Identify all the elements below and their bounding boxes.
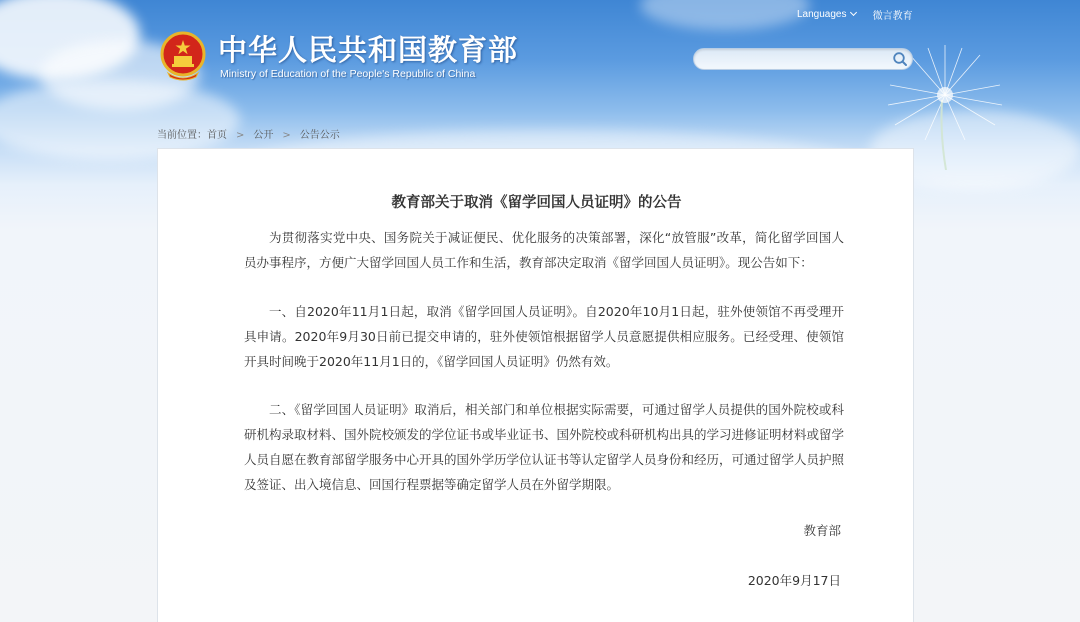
cloud-decoration <box>640 0 810 30</box>
site-title[interactable]: 中华人民共和国教育部 <box>218 33 519 67</box>
article-paragraph-intro: 为贯彻落实党中央、国务院关于减证便民、优化服务的决策部署，深化“放管服”改革，简化留学回国人员办事程序，方便广大留学回国人员工作和生活，教育部决定取消《留学回国人员证明》。现公告如下： <box>244 230 844 270</box>
search-box <box>693 48 913 70</box>
search-icon[interactable] <box>892 51 908 67</box>
languages-menu[interactable] <box>797 9 856 20</box>
breadcrumb <box>157 126 340 141</box>
top-links <box>797 7 913 22</box>
article-paragraph-one: 一、自2020年11月1日起，取消《留学回国人员证明》。自2020年10月1日起，驻外使领馆不再受理开具申请。2020年9月30日前已提交申请的，驻外使领馆根据留学人员意愿提供相应服务。已经受理、使领馆开具时间晚于2020年11月1日的，《留学回国人员证明》仍然有效。 <box>244 304 844 369</box>
chevron-down-icon <box>849 9 856 16</box>
article-panel <box>157 148 914 622</box>
breadcrumb-announcements[interactable]: 公告公示 <box>299 130 340 141</box>
breadcrumb-public[interactable]: 公开 <box>253 130 274 141</box>
breadcrumb-home[interactable]: 首页 <box>207 130 227 141</box>
search-input[interactable] <box>704 51 884 67</box>
breadcrumb-separator: > <box>236 130 245 141</box>
wechat-link[interactable]: 微言教育 <box>872 11 913 22</box>
article-date: 2020年9月17日 <box>747 573 841 588</box>
article-paragraph-two: 二、《留学回国人员证明》取消后，相关部门和单位根据实际需要，可通过留学人员提供的国外院校或科研机构录取材料、国外院校颁发的学位证书或毕业证书、国外院校或科研机构出具的学习进修证明材料或留学人员自愿在教育部留学服务中心开具的国外学历学位认证书等认定留学人员身份和经历，可通过留学人员护照及签证、出入境信息、回国行程票据等确定留学人员在外留学期限。 <box>244 402 845 492</box>
national-emblem-icon <box>160 31 206 81</box>
article-title: 教育部关于取消《留学回国人员证明》的公告 <box>391 195 682 211</box>
site-subtitle: Ministry of Education of the People's Republic of China <box>220 68 476 80</box>
breadcrumb-separator: > <box>282 130 291 141</box>
article-signature: 教育部 <box>803 523 841 538</box>
breadcrumb-prefix: 当前位置： <box>157 130 207 141</box>
languages-label: Languages <box>797 8 847 20</box>
